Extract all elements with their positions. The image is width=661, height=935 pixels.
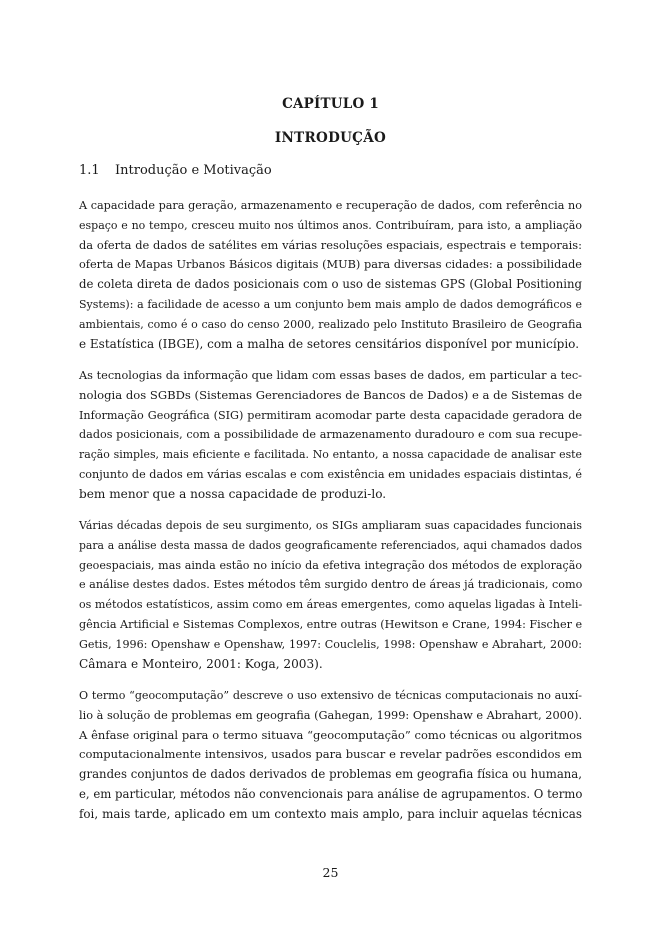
text-line: O termo “geocomputação” descreve o uso extensivo de técnicas computacionais no auxí- [79, 689, 582, 702]
text-line: A capacidade para geração, armazenamento e recuperação de dados, com referência no [79, 199, 582, 212]
text-line: ração simples, mais eficiente e facilitada. No entanto, a nossa capacidade de analisar este [79, 448, 582, 462]
text-line: Câmara e Monteiro, 2001: Koga, 2003). [79, 656, 323, 671]
text-line: para a análise desta massa de dados geograficamente referenciados, aqui chamados dados [79, 538, 582, 552]
text-line: As tecnologias da informação que lidam com essas bases de dados, em particular a tec- [79, 369, 582, 382]
text-line: espaço e no tempo, cresceu muito nos últimos anos. Contribuíram, para isto, a ampliação [79, 218, 582, 232]
text-line: de coleta direta de dados posicionais com o uso de sistemas GPS (Global Positioning [79, 277, 582, 292]
paragraph-4 [79, 686, 582, 825]
paragraph-2 [79, 366, 582, 505]
section-heading [79, 163, 272, 178]
text-line: geoespaciais, mas ainda estão no início da efetiva integração dos métodos de exploração [79, 558, 582, 572]
text-line: Várias décadas depois de seu surgimento, os SIGs ampliaram suas capacidades funcionais [79, 519, 582, 532]
text-line: foi, mais tarde, aplicado em um contexto mais amplo, para incluir aquelas técnicas [79, 806, 582, 821]
text-line: gência Artificial e Sistemas Complexos, entre outras (Hewitson e Crane, 1994: Fischer e [79, 617, 583, 631]
text-line: A ênfase original para o termo situava “geocomputação” como técnicas ou algoritmos [79, 727, 582, 742]
paragraph-3 [79, 516, 582, 674]
text-line: e Estatística (IBGE), com a malha de setores censitários disponível por município. [79, 336, 580, 351]
text-line: Informação Geográfica (SIG) permitiram acomodar parte desta capacidade geradora de [79, 408, 582, 422]
text-line: e, em particular, métodos não convencionais para análise de agrupamentos. O termo [79, 786, 583, 801]
text-line: bem menor que a nossa capacidade de produzi-lo. [79, 486, 387, 501]
text-line: oferta de Mapas Urbanos Básicos digitais (MUB) para diversas cidades: a possibilidade [79, 258, 582, 272]
chapter-number: CAPÍTULO 1 [282, 96, 379, 112]
text-line: nologia dos SGBDs (Sistemas Gerenciadores de Bancos de Dados) e a de Sistemas de [79, 387, 583, 402]
text-line: os métodos estatísticos, assim como em áreas emergentes, como aquelas ligadas à Inteli- [79, 598, 583, 612]
section-number: 1.1 [79, 163, 100, 178]
text-line: lio à solução de problemas em geografia (Gahegan, 1999: Openshaw e Abrahart, 2000). [79, 708, 583, 722]
text-line: e análise destes dados. Estes métodos têm surgido dentro de áreas já tradicionais, como [79, 578, 583, 592]
page-number: 25 [322, 865, 339, 880]
text-line: computacionalmente intensivos, usados para buscar e revelar padrões escondidos em [79, 747, 582, 762]
section-title: Introdução e Motivação [115, 163, 272, 178]
text-line: da oferta de dados de satélites em várias resoluções espaciais, espectrais e temporais: [79, 237, 582, 252]
text-line: dados posicionais, com a possibilidade de armazenamento duradouro e com sua recupe- [79, 428, 582, 442]
chapter-title: INTRODUÇÃO [274, 130, 387, 146]
text-line: grandes conjuntos de dados derivados de problemas em geografia física ou humana, [79, 767, 582, 782]
text-line: ambientais, como é o caso do censo 2000, realizado pelo Instituto Brasileiro de Geografia [79, 317, 582, 331]
paragraph-1 [79, 196, 582, 354]
text-line: conjunto de dados em várias escalas e com existência em unidades espaciais distintas, é [79, 467, 582, 481]
text-line: Systems): a facilidade de acesso a um conjunto bem mais amplo de dados demográficos e [79, 297, 582, 311]
text-line: Getis, 1996: Openshaw e Openshaw, 1997: Couclelis, 1998: Openshaw e Abrahart, 2000: [79, 637, 582, 651]
